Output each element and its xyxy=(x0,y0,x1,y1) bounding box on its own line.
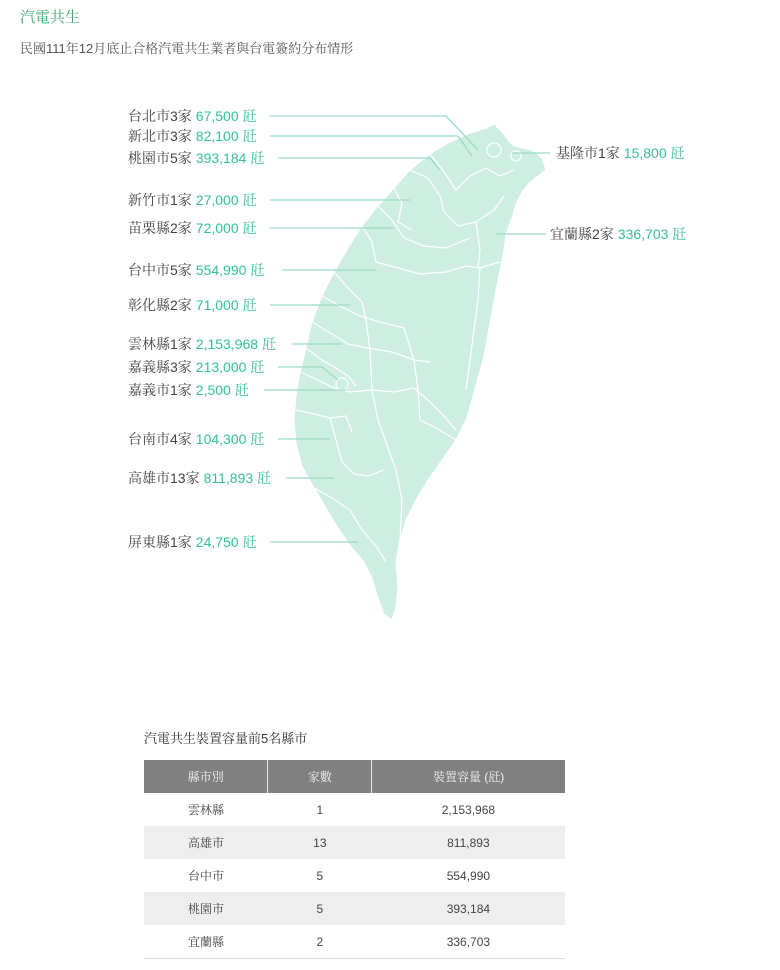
table-row xyxy=(144,925,565,959)
table-title: 汽電共生裝置容量前5名縣市 xyxy=(144,731,308,746)
label-value: 27,000 瓩 xyxy=(195,192,257,208)
label-value: 82,100 瓩 xyxy=(195,128,257,144)
taiwan-map xyxy=(0,80,780,650)
label-value: 67,500 瓩 xyxy=(195,108,257,124)
label-value: 72,000 瓩 xyxy=(195,220,257,236)
map-label-chiayi-city xyxy=(128,381,249,399)
label-name: 桃園市5家 xyxy=(128,150,192,166)
label-name: 基隆市1家 xyxy=(556,145,620,161)
map-label-yunlin xyxy=(128,335,276,353)
label-name: 屏東縣1家 xyxy=(128,534,192,550)
label-value: 24,750 瓩 xyxy=(195,534,257,550)
map-label-miaoli xyxy=(128,219,257,237)
label-name: 嘉義縣3家 xyxy=(128,359,192,375)
cell-capacity: 554,990 xyxy=(446,868,491,883)
map-label-yilan xyxy=(550,225,686,243)
cell-county: 宜蘭縣 xyxy=(144,925,268,959)
map-label-tainan xyxy=(128,430,264,448)
cell-count: 13 xyxy=(268,826,372,859)
label-name: 新竹市1家 xyxy=(128,192,192,208)
top5-capacity-table xyxy=(144,760,565,959)
cell-capacity: 811,893 xyxy=(372,826,565,859)
label-value: 554,990 瓩 xyxy=(195,262,265,278)
label-name: 雲林縣1家 xyxy=(128,336,192,352)
label-value: 71,000 瓩 xyxy=(195,297,257,313)
label-name: 宜蘭縣2家 xyxy=(550,226,614,242)
cell-count: 5 xyxy=(268,892,372,925)
label-value: 15,800 瓩 xyxy=(623,145,685,161)
page-title: 汽電共生 xyxy=(20,9,81,26)
map-label-taipei xyxy=(128,107,257,125)
label-value: 104,300 瓩 xyxy=(195,431,265,447)
label-name: 台中市5家 xyxy=(128,262,192,278)
cell-capacity: 336,703 xyxy=(372,925,565,959)
label-name: 苗栗縣2家 xyxy=(128,220,192,236)
taiwan-island-shape xyxy=(294,124,546,620)
label-name: 台北市3家 xyxy=(128,108,192,124)
label-value: 213,000 瓩 xyxy=(195,359,265,375)
label-name: 高雄市13家 xyxy=(128,470,200,486)
map-label-kaohsiung xyxy=(128,469,271,487)
table-header-row xyxy=(144,760,565,793)
label-name: 嘉義市1家 xyxy=(128,382,192,398)
cell-count: 2 xyxy=(268,925,372,959)
table-row xyxy=(144,859,565,892)
table-row xyxy=(144,826,565,859)
label-value: 393,184 瓩 xyxy=(195,150,265,166)
map-label-keelung xyxy=(556,144,685,162)
label-value: 811,893 瓩 xyxy=(203,470,272,486)
label-name: 新北市3家 xyxy=(128,128,192,144)
cell-capacity: 2,153,968 xyxy=(441,802,496,817)
cell-county: 高雄市 xyxy=(144,826,268,859)
page-subtitle: 民國111年12月底止合格汽電共生業者與台電簽約分布情形 xyxy=(20,41,354,56)
cell-county: 雲林縣 xyxy=(187,803,224,817)
label-value: 2,500 瓩 xyxy=(195,382,249,398)
header-county: 縣市別 xyxy=(144,760,268,793)
cell-capacity: 393,184 xyxy=(372,892,565,925)
map-label-taoyuan xyxy=(128,149,264,167)
table-row xyxy=(144,793,565,826)
table-row xyxy=(144,892,565,925)
map-label-taichung xyxy=(128,261,264,279)
map-label-changhua xyxy=(128,296,257,314)
cell-count: 1 xyxy=(316,802,324,817)
cell-count: 5 xyxy=(316,868,324,883)
label-name: 彰化縣2家 xyxy=(128,297,192,313)
header-count: 家數 xyxy=(268,760,372,793)
header-capacity: 裝置容量 (瓩) xyxy=(372,760,565,793)
label-value: 336,703 瓩 xyxy=(617,226,687,242)
label-name: 台南市4家 xyxy=(128,431,192,447)
label-value: 2,153,968 瓩 xyxy=(195,336,276,352)
map-label-chiayi-county xyxy=(128,358,264,376)
map-label-new-taipei xyxy=(128,127,257,145)
map-label-pingtung xyxy=(128,533,257,551)
cell-county: 桃園市 xyxy=(144,892,268,925)
cell-county: 台中市 xyxy=(187,869,224,883)
taiwan-map-svg xyxy=(0,80,780,650)
map-label-hsinchu xyxy=(128,191,257,209)
